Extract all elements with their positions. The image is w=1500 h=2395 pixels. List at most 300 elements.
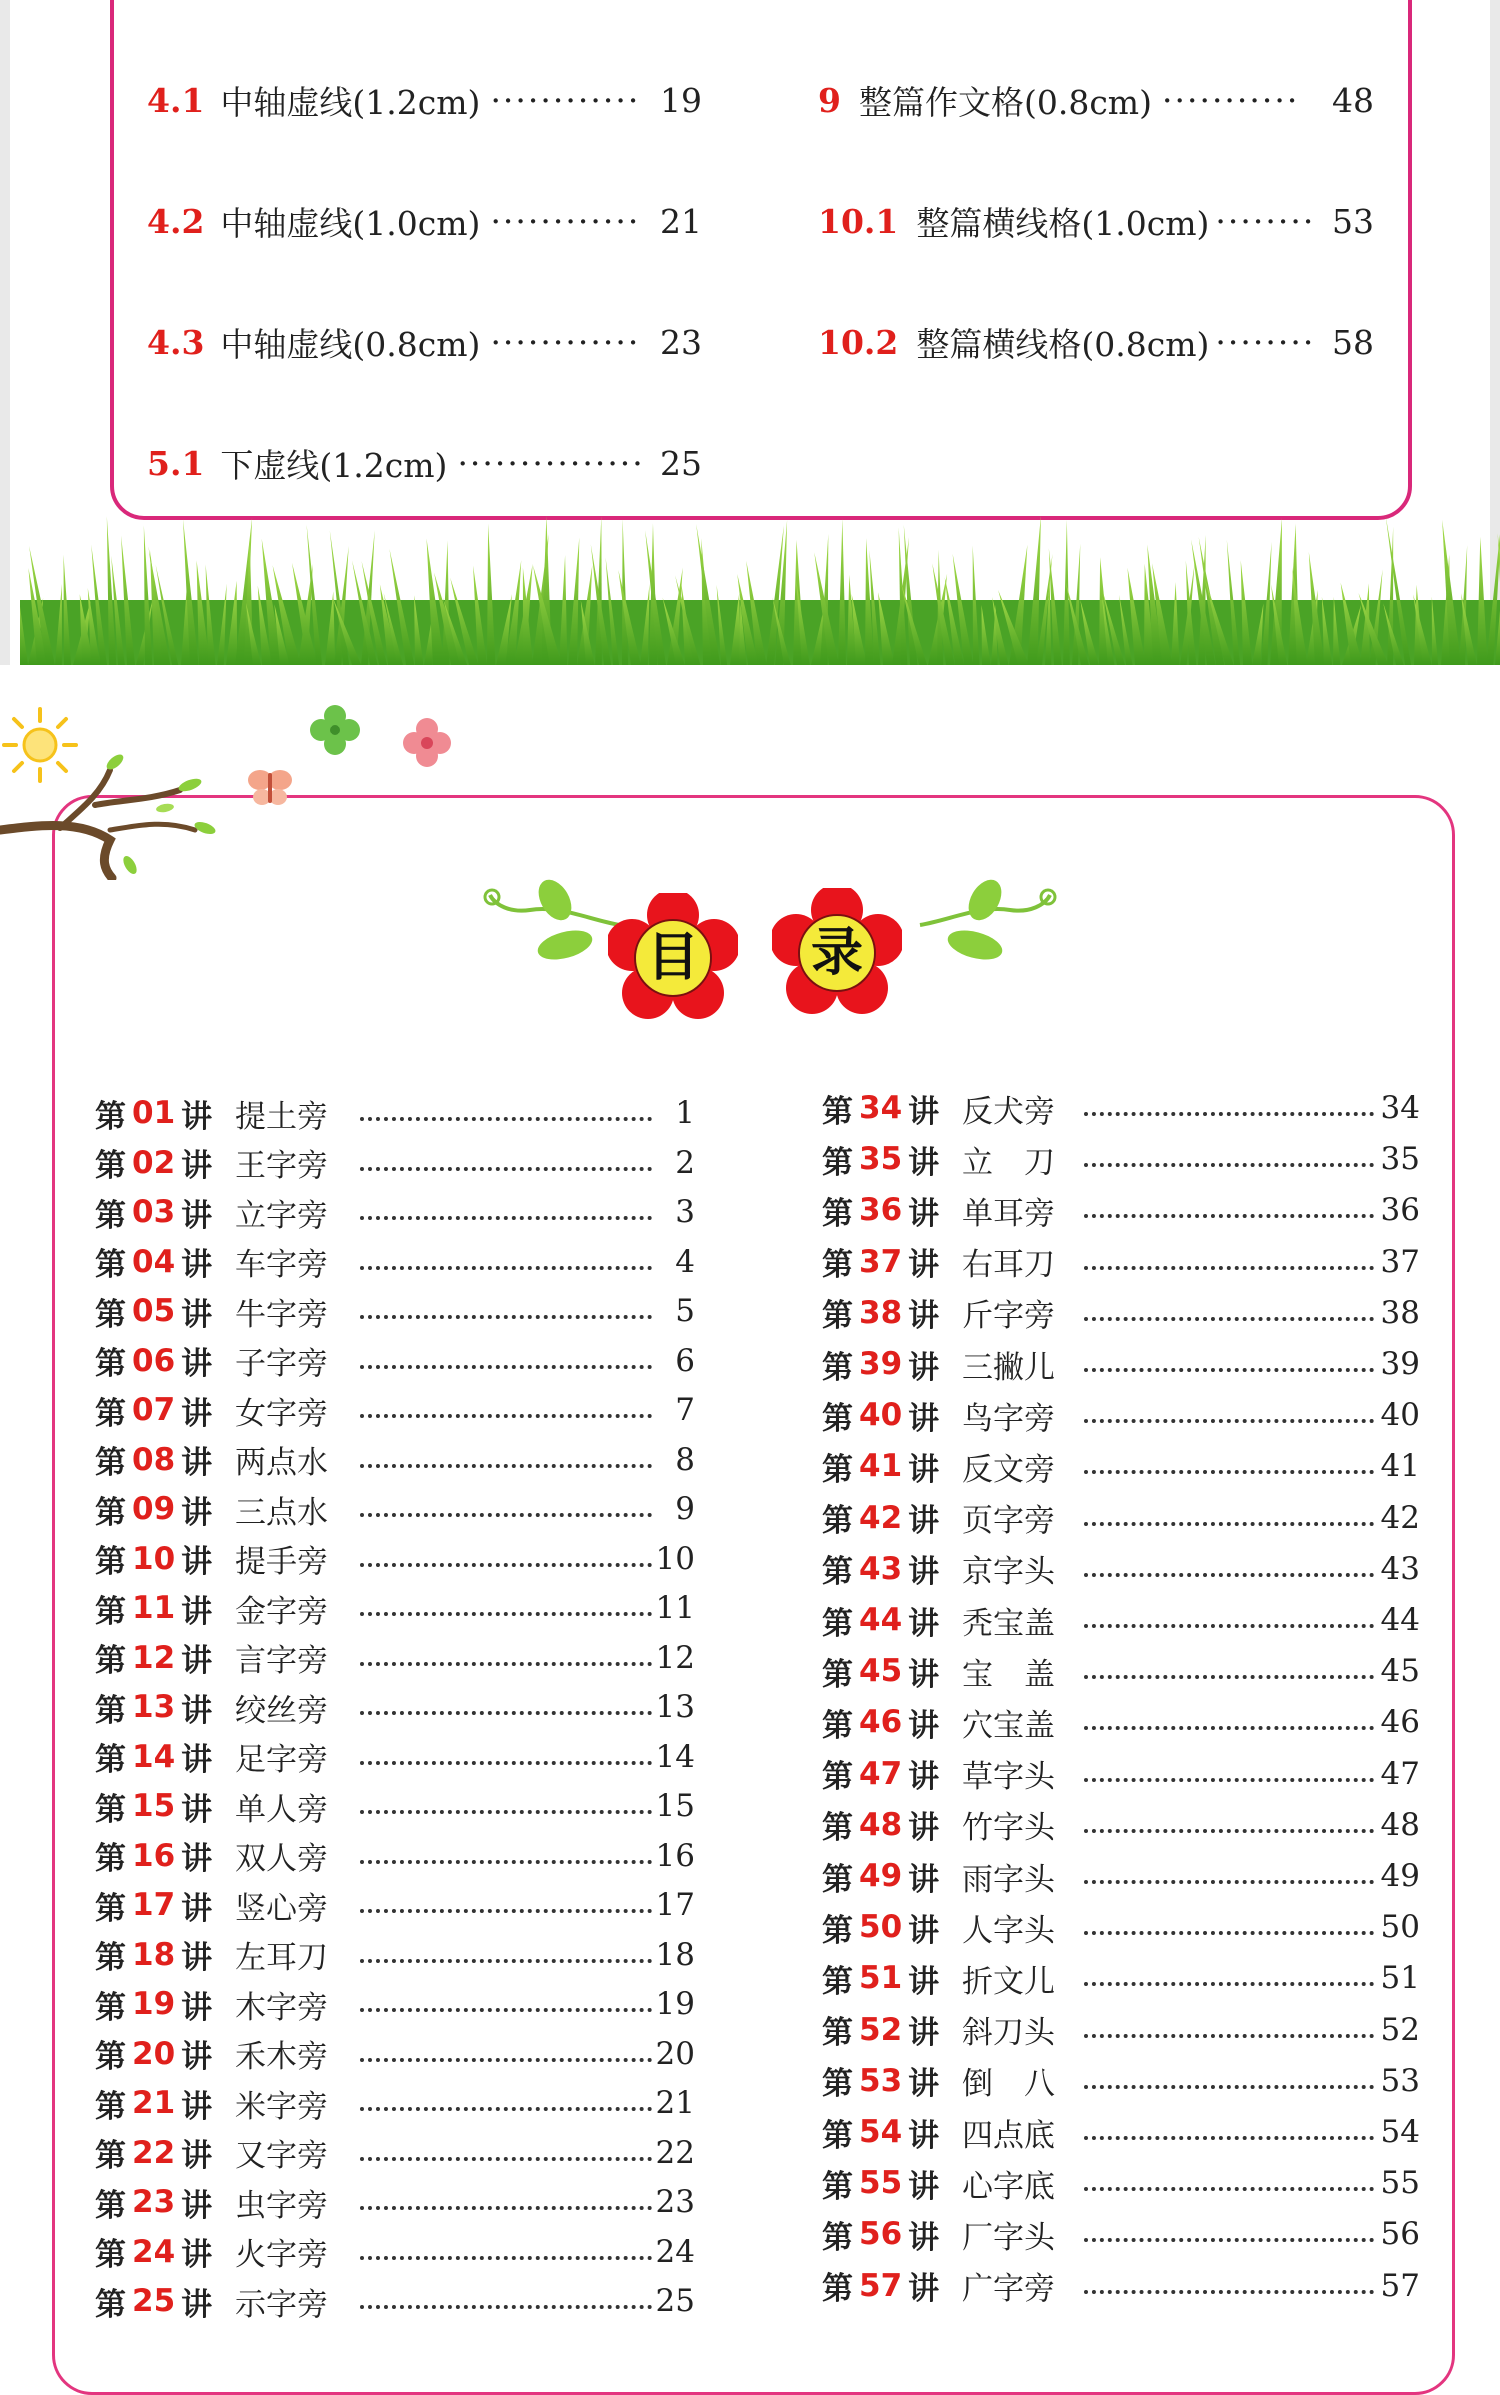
lecture-suffix: 讲 — [908, 1298, 940, 1335]
lecture-title: 宝 盖 — [962, 1656, 1055, 1693]
lecture-prefix: 第 — [95, 2187, 126, 2224]
butterfly-icon — [245, 765, 295, 810]
lecture-suffix: 讲 — [908, 1503, 940, 1540]
page-number: 1 — [675, 1095, 695, 1131]
lecture-prefix: 第 — [822, 1605, 853, 1642]
toc-entry — [95, 1339, 695, 1383]
lecture-prefix: 第 — [822, 2015, 853, 2052]
lecture-title: 立字旁 — [235, 1197, 328, 1234]
dot-leader — [1084, 2136, 1374, 2140]
toc-entry — [822, 1086, 1420, 1130]
lecture-title: 提手旁 — [235, 1544, 328, 1580]
page-number: 38 — [1380, 1294, 1420, 1331]
dot-leader — [1084, 1726, 1374, 1730]
dot-leader — [1084, 1419, 1374, 1423]
entry-leader: ········ — [1215, 322, 1316, 362]
page-number: 11 — [655, 1590, 695, 1626]
entry-page: 58 — [1332, 322, 1374, 362]
lecture-prefix: 第 — [95, 1940, 126, 1976]
lecture-title: 虫字旁 — [235, 2187, 328, 2224]
lecture-suffix: 讲 — [908, 1759, 940, 1796]
entry-leader: ··········· — [1161, 80, 1300, 120]
lecture-prefix: 第 — [95, 1890, 126, 1927]
entry-number: 4.3 — [147, 322, 205, 362]
toc-entry — [822, 1700, 1420, 1744]
entry-leader: ········ — [1215, 201, 1316, 241]
lecture-suffix: 讲 — [181, 1098, 213, 1135]
lecture-title: 示字旁 — [235, 2286, 328, 2323]
lecture-suffix: 讲 — [181, 1791, 213, 1828]
entry-number: 4.1 — [147, 80, 205, 120]
dot-leader — [360, 2206, 652, 2210]
dot-leader — [360, 1909, 652, 1913]
lecture-prefix: 第 — [95, 1148, 126, 1184]
toc-entry — [822, 1905, 1420, 1949]
dot-leader — [360, 1365, 652, 1369]
lecture-number: 51 — [859, 1960, 903, 1997]
lecture-title: 禾木旁 — [235, 2039, 328, 2075]
lecture-title: 页字旁 — [962, 1503, 1055, 1540]
lecture-suffix: 讲 — [181, 1197, 213, 1234]
page-number: 34 — [1380, 1090, 1420, 1126]
lecture-suffix: 讲 — [908, 1707, 940, 1744]
lecture-title: 绞丝旁 — [235, 1692, 328, 1729]
dot-leader — [360, 1167, 652, 1171]
page-number: 35 — [1380, 1141, 1420, 1178]
lecture-number: 50 — [859, 1909, 903, 1946]
lecture-suffix: 讲 — [181, 2039, 213, 2075]
page-number: 13 — [655, 1689, 695, 1725]
lecture-title: 人字头 — [962, 1912, 1055, 1949]
page-number: 50 — [1380, 1909, 1420, 1946]
toc-entry — [95, 1982, 695, 2026]
page-number: 6 — [675, 1342, 695, 1379]
lecture-prefix: 第 — [95, 2138, 126, 2174]
dot-leader — [360, 1761, 652, 1765]
branch-illustration — [0, 700, 240, 880]
lecture-title: 京字头 — [962, 1554, 1055, 1591]
lecture-title: 牛字旁 — [235, 1296, 328, 1333]
page-number: 20 — [655, 2035, 695, 2072]
lecture-suffix: 讲 — [181, 2088, 213, 2125]
page-number: 4 — [675, 1243, 695, 1280]
entry-page: 48 — [1332, 80, 1374, 120]
lecture-title: 言字旁 — [235, 1643, 328, 1679]
dot-leader — [1084, 2238, 1374, 2242]
page-number: 12 — [655, 1639, 695, 1676]
dot-leader — [1084, 1214, 1374, 1218]
toc-entry — [822, 1649, 1420, 1693]
lecture-prefix: 第 — [822, 1144, 853, 1181]
lecture-title: 四点底 — [962, 2117, 1055, 2154]
entry-page: 23 — [660, 322, 702, 362]
toc-entry — [95, 1636, 695, 1680]
lecture-title: 厂字头 — [962, 2219, 1055, 2256]
dot-leader — [360, 1464, 652, 1468]
lecture-number: 14 — [132, 1738, 176, 1775]
top-toc-entry — [147, 317, 702, 367]
lecture-suffix: 讲 — [908, 1912, 940, 1949]
lecture-prefix: 第 — [822, 2066, 853, 2103]
lecture-number: 16 — [132, 1837, 176, 1874]
lecture-number: 02 — [132, 1144, 176, 1181]
toc-entry — [95, 1685, 695, 1729]
page-number: 54 — [1380, 2114, 1420, 2150]
lecture-prefix: 第 — [95, 1395, 126, 1432]
lecture-title: 立 刀 — [962, 1144, 1055, 1181]
page-number: 41 — [1380, 1448, 1420, 1485]
lecture-suffix: 讲 — [181, 1247, 213, 1283]
toc-entry — [822, 1496, 1420, 1540]
lecture-number: 55 — [859, 2165, 903, 2202]
toc-entry — [95, 1586, 695, 1630]
dot-leader — [360, 1662, 652, 1666]
lecture-prefix: 第 — [95, 1346, 126, 1382]
page-number: 18 — [655, 1936, 695, 1973]
lecture-title: 鸟字旁 — [962, 1400, 1055, 1437]
page-number: 36 — [1380, 1192, 1420, 1229]
entry-page: 19 — [660, 80, 702, 120]
lecture-suffix: 讲 — [908, 2271, 940, 2308]
lecture-title: 倒 八 — [962, 2066, 1055, 2103]
toc-entry — [95, 1784, 695, 1828]
toc-entry — [95, 1289, 695, 1333]
lecture-suffix: 讲 — [908, 2219, 940, 2256]
dot-leader — [1084, 1778, 1374, 1782]
toc-entry — [822, 2008, 1420, 2052]
lecture-suffix: 讲 — [908, 1656, 940, 1693]
toc-entry — [822, 2264, 1420, 2308]
lecture-title: 反犬旁 — [962, 1093, 1055, 1130]
toc-title-char: 目 — [646, 928, 699, 988]
entry-title: 整篇横线格(0.8cm) — [916, 324, 1210, 364]
dot-leader — [1084, 1675, 1374, 1679]
lecture-prefix: 第 — [95, 1098, 126, 1135]
dot-leader — [1084, 1624, 1374, 1628]
lecture-suffix: 讲 — [908, 1554, 940, 1591]
page-number: 40 — [1380, 1397, 1420, 1434]
dot-leader — [360, 1860, 652, 1864]
lecture-title: 木字旁 — [235, 1989, 328, 2026]
lecture-title: 折文儿 — [962, 1963, 1055, 2000]
lecture-number: 36 — [859, 1192, 903, 1229]
lecture-number: 47 — [859, 1755, 903, 1792]
top-toc-entry — [818, 75, 1374, 125]
lecture-suffix: 讲 — [181, 1643, 213, 1679]
page-number: 8 — [675, 1441, 695, 1478]
lecture-prefix: 第 — [95, 1197, 126, 1234]
toc-entry — [95, 2081, 695, 2125]
lecture-title: 三撇儿 — [962, 1349, 1055, 1386]
lecture-prefix: 第 — [95, 1841, 126, 1877]
lecture-number: 40 — [859, 1397, 903, 1434]
page-number: 3 — [675, 1194, 695, 1230]
lecture-suffix: 讲 — [181, 1445, 213, 1481]
toc-entry — [95, 1487, 695, 1531]
lecture-title: 两点水 — [235, 1445, 328, 1481]
lecture-prefix: 第 — [822, 1298, 853, 1335]
top-page-fragment — [0, 0, 1500, 665]
page-number: 39 — [1380, 1346, 1420, 1382]
lecture-title: 穴宝盖 — [962, 1707, 1055, 1744]
dot-leader — [1084, 2187, 1374, 2191]
lecture-title: 草字头 — [962, 1759, 1055, 1796]
dot-leader — [360, 2157, 652, 2161]
lecture-prefix: 第 — [822, 2168, 853, 2205]
page-number: 52 — [1380, 2011, 1420, 2048]
lecture-suffix: 讲 — [181, 1346, 213, 1382]
lecture-suffix: 讲 — [908, 1963, 940, 2000]
page-number: 9 — [675, 1491, 695, 1527]
toc-entry — [822, 1342, 1420, 1386]
lecture-prefix: 第 — [822, 1912, 853, 1949]
page-number: 14 — [655, 1738, 695, 1775]
dot-leader — [1084, 1163, 1374, 1167]
lecture-suffix: 讲 — [908, 1605, 940, 1642]
toc-entry — [95, 1438, 695, 1482]
lecture-prefix: 第 — [95, 1494, 126, 1531]
lecture-prefix: 第 — [95, 1742, 126, 1778]
lecture-number: 13 — [132, 1689, 176, 1725]
page-number: 21 — [655, 2085, 695, 2121]
lecture-number: 34 — [859, 1090, 903, 1126]
lecture-prefix: 第 — [95, 1692, 126, 1729]
lecture-suffix: 讲 — [181, 1890, 213, 1927]
dot-leader — [360, 1612, 652, 1616]
toc-entry — [95, 2230, 695, 2274]
toc-entry — [95, 1190, 695, 1234]
lecture-number: 21 — [132, 2085, 176, 2121]
entry-number: 10.2 — [818, 322, 899, 362]
lecture-prefix: 第 — [95, 1989, 126, 2026]
lecture-number: 43 — [859, 1550, 903, 1587]
lecture-title: 单人旁 — [235, 1791, 328, 1828]
page-number: 53 — [1380, 2062, 1420, 2099]
lecture-number: 08 — [132, 1441, 176, 1478]
top-toc-entry — [147, 75, 702, 125]
lecture-number: 48 — [859, 1806, 903, 1843]
lecture-title: 女字旁 — [235, 1395, 328, 1432]
toc-entry — [822, 1803, 1420, 1847]
lecture-prefix: 第 — [95, 1247, 126, 1283]
lecture-suffix: 讲 — [908, 1861, 940, 1898]
page-number: 43 — [1380, 1550, 1420, 1587]
lecture-title: 又字旁 — [235, 2138, 328, 2174]
grass-illustration — [20, 480, 1500, 665]
dot-leader — [360, 1563, 652, 1567]
lecture-suffix: 讲 — [181, 1148, 213, 1184]
lecture-number: 03 — [132, 1194, 176, 1230]
entry-title: 中轴虚线(1.0cm) — [220, 203, 481, 243]
toc-entry — [822, 1854, 1420, 1898]
flower-icon — [400, 715, 455, 770]
dot-leader — [360, 2305, 652, 2309]
lecture-prefix: 第 — [95, 1643, 126, 1679]
lecture-number: 09 — [132, 1491, 176, 1527]
toc-entry — [95, 1883, 695, 1927]
toc-entry — [95, 1388, 695, 1432]
lecture-title: 米字旁 — [235, 2088, 328, 2125]
page-number: 16 — [655, 1837, 695, 1874]
entry-page: 25 — [660, 443, 702, 483]
lecture-prefix: 第 — [822, 1400, 853, 1437]
entry-number: 4.2 — [147, 201, 205, 241]
lecture-title: 王字旁 — [235, 1148, 328, 1184]
page-number: 56 — [1380, 2216, 1420, 2253]
dot-leader — [1084, 1880, 1374, 1884]
dot-leader — [1084, 1470, 1374, 1474]
dot-leader — [360, 2256, 652, 2260]
entry-number: 10.1 — [818, 201, 899, 241]
lecture-number: 22 — [132, 2134, 176, 2171]
lecture-title: 双人旁 — [235, 1841, 328, 1877]
lecture-title: 子字旁 — [235, 1346, 328, 1382]
lecture-number: 24 — [132, 2233, 176, 2270]
lecture-title: 单耳旁 — [962, 1195, 1055, 1232]
lecture-suffix: 讲 — [181, 2237, 213, 2273]
lecture-prefix: 第 — [95, 2286, 126, 2323]
toc-entry — [95, 1141, 695, 1185]
lecture-number: 17 — [132, 1887, 176, 1923]
dot-leader — [360, 1117, 652, 1121]
lecture-prefix: 第 — [95, 1593, 126, 1630]
page-number: 47 — [1380, 1755, 1420, 1792]
dot-leader — [1084, 1317, 1374, 1321]
lecture-suffix: 讲 — [908, 1451, 940, 1488]
toc-page — [0, 665, 1500, 2322]
dot-leader — [1084, 1829, 1374, 1833]
entry-title: 下虚线(1.2cm) — [220, 445, 448, 485]
lecture-suffix: 讲 — [181, 1593, 213, 1630]
dot-leader — [360, 1711, 652, 1715]
lecture-prefix: 第 — [822, 1707, 853, 1744]
lecture-title: 竹字头 — [962, 1810, 1055, 1847]
lecture-prefix: 第 — [822, 1554, 853, 1591]
lecture-title: 雨字头 — [962, 1861, 1055, 1898]
toc-entry — [822, 1598, 1420, 1642]
dot-leader — [1084, 2085, 1374, 2089]
lecture-prefix: 第 — [822, 1963, 853, 2000]
lecture-title: 斜刀头 — [962, 2015, 1055, 2052]
lecture-title: 心字底 — [962, 2168, 1055, 2205]
toc-entry — [822, 1547, 1420, 1591]
toc-entry — [822, 2110, 1420, 2154]
toc-entry — [822, 2212, 1420, 2256]
lecture-prefix: 第 — [822, 1656, 853, 1693]
toc-entry — [95, 1735, 695, 1779]
lecture-number: 01 — [132, 1095, 176, 1131]
lecture-prefix: 第 — [95, 1445, 126, 1481]
lecture-title: 火字旁 — [235, 2237, 328, 2273]
lecture-number: 19 — [132, 1986, 176, 2022]
toc-entry — [822, 1291, 1420, 1335]
lecture-number: 06 — [132, 1342, 176, 1379]
page-number: 42 — [1380, 1499, 1420, 1536]
entry-title: 中轴虚线(0.8cm) — [220, 324, 481, 364]
toc-entry — [822, 1137, 1420, 1181]
lecture-number: 11 — [132, 1590, 176, 1626]
page-number: 24 — [655, 2233, 695, 2270]
lecture-number: 12 — [132, 1639, 176, 1676]
dot-leader — [360, 1266, 652, 1270]
lecture-title: 金字旁 — [235, 1593, 328, 1630]
lecture-number: 25 — [132, 2283, 176, 2319]
lecture-suffix: 讲 — [908, 2168, 940, 2205]
lecture-title: 右耳刀 — [962, 1247, 1055, 1284]
lecture-number: 42 — [859, 1499, 903, 1536]
lecture-prefix: 第 — [822, 1451, 853, 1488]
entry-title: 整篇作文格(0.8cm) — [858, 82, 1152, 122]
toc-entry — [95, 1240, 695, 1284]
lecture-suffix: 讲 — [908, 1144, 940, 1181]
dot-leader — [360, 1414, 652, 1418]
entry-leader: ············ — [490, 322, 641, 362]
lecture-prefix: 第 — [822, 2271, 853, 2308]
lecture-suffix: 讲 — [908, 1349, 940, 1386]
lecture-title: 足字旁 — [235, 1742, 328, 1778]
lecture-number: 04 — [132, 1243, 176, 1280]
toc-entry — [822, 1188, 1420, 1232]
lecture-suffix: 讲 — [181, 1494, 213, 1531]
page-number: 10 — [655, 1540, 695, 1577]
page-number: 19 — [655, 1986, 695, 2022]
lecture-title: 斤字旁 — [962, 1298, 1055, 1335]
dot-leader — [1084, 2290, 1374, 2294]
lecture-suffix: 讲 — [908, 1400, 940, 1437]
lecture-number: 39 — [859, 1346, 903, 1382]
dot-leader — [1084, 1266, 1374, 1270]
dot-leader — [1084, 1112, 1374, 1116]
lecture-prefix: 第 — [822, 1349, 853, 1386]
toc-entry — [822, 1444, 1420, 1488]
lecture-prefix: 第 — [822, 1861, 853, 1898]
lecture-prefix: 第 — [95, 2237, 126, 2273]
page-number: 51 — [1380, 1960, 1420, 1997]
page-number: 15 — [655, 1788, 695, 1824]
top-toc-entry — [147, 196, 702, 246]
lecture-prefix: 第 — [822, 2219, 853, 2256]
lecture-number: 10 — [132, 1540, 176, 1577]
lecture-suffix: 讲 — [181, 1544, 213, 1580]
lecture-prefix: 第 — [822, 1810, 853, 1847]
lecture-suffix: 讲 — [908, 2117, 940, 2154]
lecture-number: 07 — [132, 1392, 176, 1428]
dot-leader — [360, 2008, 652, 2012]
page-number: 46 — [1380, 1704, 1420, 1741]
dot-leader — [1084, 1368, 1374, 1372]
top-toc-entry — [818, 196, 1374, 246]
lecture-title: 三点水 — [235, 1494, 328, 1531]
lecture-title: 竖心旁 — [235, 1890, 328, 1927]
dot-leader — [1084, 2034, 1374, 2038]
lecture-prefix: 第 — [822, 2117, 853, 2154]
lecture-title: 提土旁 — [235, 1098, 328, 1135]
lecture-number: 38 — [859, 1294, 903, 1331]
page-number: 7 — [675, 1392, 695, 1428]
page-number: 37 — [1380, 1243, 1420, 1280]
lecture-number: 52 — [859, 2011, 903, 2048]
lecture-number: 49 — [859, 1858, 903, 1894]
entry-number: 9 — [818, 80, 841, 120]
lecture-number: 44 — [859, 1602, 903, 1638]
lecture-prefix: 第 — [822, 1759, 853, 1796]
lecture-suffix: 讲 — [908, 2066, 940, 2103]
dot-leader — [360, 1959, 652, 1963]
lecture-prefix: 第 — [822, 1503, 853, 1540]
lecture-suffix: 讲 — [908, 1247, 940, 1284]
lecture-suffix: 讲 — [181, 2187, 213, 2224]
toc-entry — [95, 1834, 695, 1878]
